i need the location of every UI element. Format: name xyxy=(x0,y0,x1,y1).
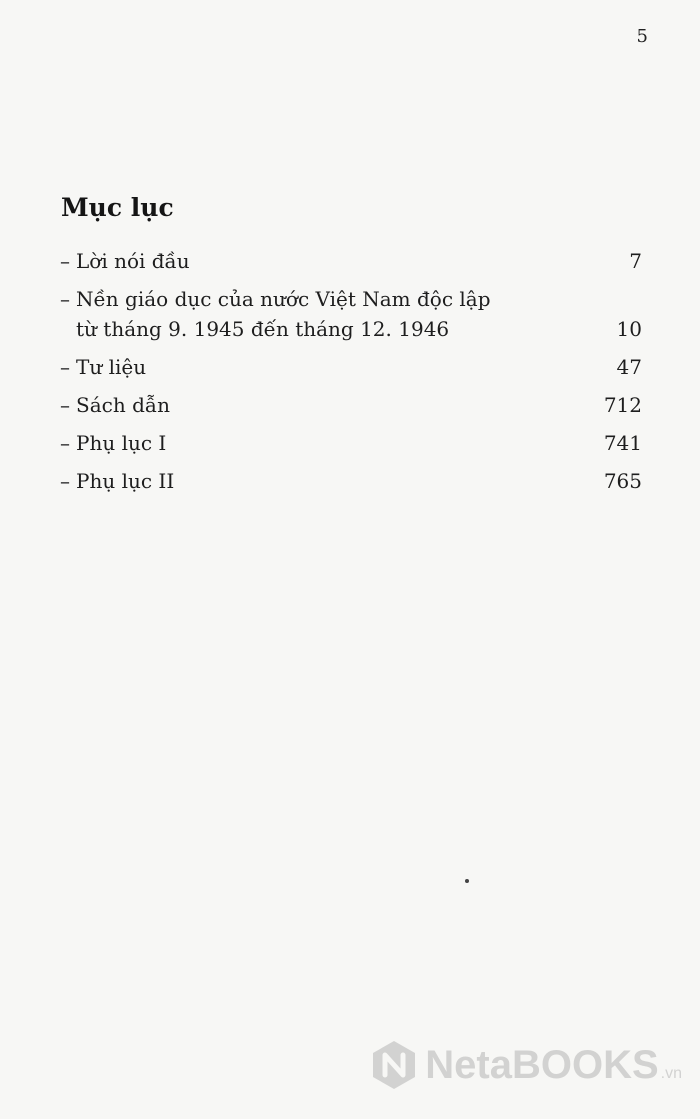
watermark-brand: NetaBOOKS xyxy=(425,1042,659,1087)
toc-dash: – xyxy=(60,469,70,493)
toc-entry-title: Phụ lục II xyxy=(76,469,175,493)
toc-entry xyxy=(60,352,642,382)
toc-entry-title: Sách dẫn xyxy=(76,393,171,417)
toc-entry-page: 765 xyxy=(603,469,642,493)
toc-dash: – xyxy=(60,287,70,311)
table-of-contents xyxy=(60,246,642,504)
toc-entry-title: Phụ lục I xyxy=(76,431,167,455)
toc-entry xyxy=(60,428,642,458)
toc-dash: – xyxy=(60,431,70,455)
toc-entry xyxy=(60,390,642,420)
toc-entry-title: Lời nói đầu xyxy=(76,249,190,273)
toc-entry xyxy=(60,246,642,276)
watermark-suffix: .vn xyxy=(660,1065,682,1082)
toc-entry-page: 7 xyxy=(629,249,642,273)
page-number: 5 xyxy=(636,26,648,47)
ink-dot xyxy=(465,879,469,883)
toc-entry-page: 712 xyxy=(603,393,642,417)
toc-title: Mục lục xyxy=(61,193,174,222)
toc-dash: – xyxy=(60,249,70,273)
n-hexagon-logo-icon xyxy=(371,1039,417,1091)
toc-entry-title: Nền giáo dục của nước Việt Nam độc lập xyxy=(76,287,491,311)
toc-entry-page: 10 xyxy=(616,317,642,341)
toc-entry xyxy=(60,284,642,344)
toc-entry-title-continued: từ tháng 9. 1945 đến tháng 12. 1946 xyxy=(76,317,450,341)
toc-entry xyxy=(60,466,642,496)
toc-entry-page: 741 xyxy=(603,431,642,455)
watermark xyxy=(371,1039,682,1091)
toc-dash: – xyxy=(60,393,70,417)
toc-entry-page: 47 xyxy=(616,355,642,379)
toc-entry-title: Tư liệu xyxy=(76,355,147,379)
toc-dash: – xyxy=(60,355,70,379)
